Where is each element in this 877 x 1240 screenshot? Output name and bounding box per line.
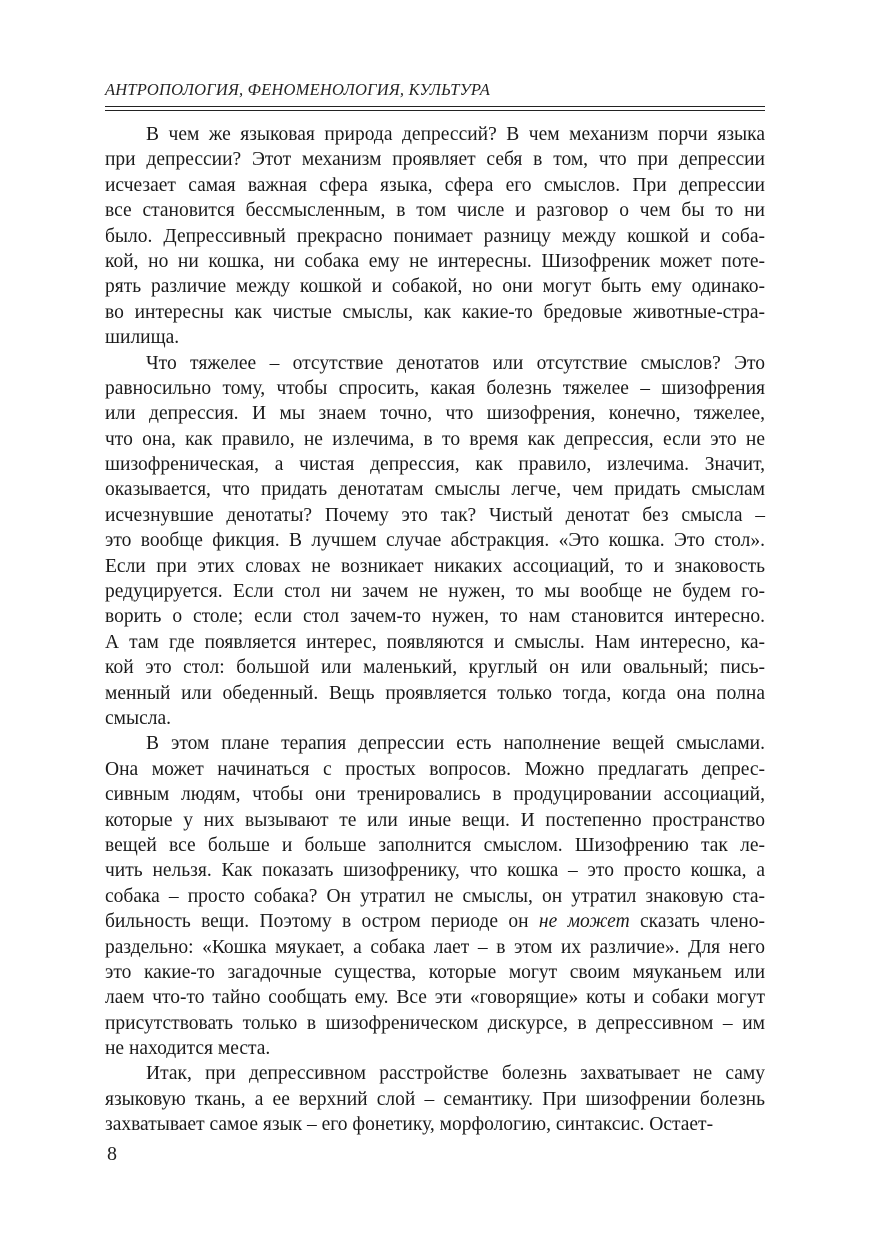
- text-line: захватывает самое язык – его фонетику, морфологию, синтаксис. Остает-: [105, 1114, 714, 1136]
- text-line: присутствовать только в шизофреническом дискурсе, в депрессивном – им: [105, 1012, 765, 1034]
- text-line: это вообще фикция. В лучшем случае абстракция. «Это кошка. Это стол».: [105, 530, 765, 552]
- paragraph: [105, 351, 765, 732]
- paragraph: [105, 731, 765, 1061]
- text-line: Что тяжелее – отсутствие денотатов или отсутствие смыслов? Это: [146, 352, 765, 374]
- text-line: ворить о столе; если стол зачем-то нужен, то нам становится интересно.: [105, 606, 765, 628]
- text-line: сивным людям, чтобы они тренировались в продуцировании ассоциаций,: [105, 784, 765, 806]
- text-line: редуцируется. Если стол ни зачем не нужен, то мы вообще не будем го-: [105, 581, 765, 603]
- text-line: В этом плане терапия депрессии есть наполнение вещей смыслами.: [146, 733, 765, 755]
- running-head: АНТРОПОЛОГИЯ, ФЕНОМЕНОЛОГИЯ, КУЛЬТУРА: [105, 80, 490, 99]
- text-run: бильность вещи. Поэтому в остром периоде он: [105, 911, 539, 933]
- emphasis-text: не может: [538, 911, 630, 933]
- text-line: смысла.: [105, 707, 172, 729]
- text-line: оказывается, что придать денотатам смыслы легче, чем придать смыслам: [105, 479, 765, 501]
- page-number: 8: [107, 1143, 117, 1165]
- text-line: исчезнувшие денотаты? Почему это так? Чистый денотат без смысла –: [105, 504, 765, 526]
- text-line: все становится бессмысленным, в том числе и разговор о чем бы то ни: [105, 200, 765, 222]
- text-line: не находится места.: [105, 1038, 271, 1060]
- text-line: или депрессия. И мы знаем точно, что шизофрения, конечно, тяжелее,: [105, 403, 765, 425]
- text-line: чить нельзя. Как показать шизофренику, что кошка – это просто кошка, а: [105, 860, 765, 882]
- text-line: А там где появляется интерес, появляются и смыслы. Нам интересно, ка-: [105, 631, 765, 653]
- text-line: В чем же языковая природа депрессий? В чем механизм порчи языка: [146, 124, 765, 145]
- text-line: кой, но ни кошка, ни собака ему не интересны. Шизофреник может поте-: [105, 250, 765, 272]
- text-line: было. Депрессивный прекрасно понимает разницу между кошкой и соба-: [105, 225, 765, 247]
- text-line: Она может начинаться с простых вопросов. Можно предлагать депрес-: [105, 758, 765, 780]
- text-line: вещей все больше и больше заполнится смыслом. Шизофрению так ле-: [105, 834, 765, 856]
- text-line: которые у них вызывают те или иные вещи. И постепенно пространство: [105, 809, 765, 831]
- text-line: Если при этих словах не возникает никаких ассоциаций, то и знаковость: [105, 555, 765, 577]
- text-line: исчезает самая важная сфера языка, сфера его смыслов. При депрессии: [105, 174, 765, 196]
- text-line: [105, 909, 765, 934]
- text-line: шизофреническая, а чистая депрессия, как правило, излечима. Значит,: [105, 454, 765, 476]
- text-run: сказать члено-: [629, 911, 765, 933]
- text-line: равносильно тому, чтобы спросить, какая болезнь тяжелее – шизофрения: [105, 377, 765, 399]
- text-line: языковую ткань, а ее верхний слой – семантику. При шизофрении болезнь: [105, 1088, 765, 1110]
- text-line: шилища.: [105, 327, 180, 349]
- text-line: собака – просто собака? Он утратил не смыслы, он утратил знаковую ста-: [105, 885, 765, 907]
- text-line: Итак, при депрессивном расстройстве болезнь захватывает не саму: [146, 1063, 765, 1085]
- text-line: лаем что-то тайно сообщать ему. Все эти «говорящие» коты и собаки могут: [105, 987, 765, 1009]
- text-line: это какие-то загадочные существа, которые могут своим мяуканьем или: [105, 961, 765, 983]
- body-text: [105, 122, 765, 1138]
- text-line: рять различие между кошкой и собакой, но они могут быть ему одинако-: [105, 276, 765, 298]
- text-line: кой это стол: большой или маленький, круглый он или овальный; пись-: [105, 657, 765, 679]
- text-line: что она, как правило, не излечима, в то время как депрессия, если это не: [105, 428, 765, 450]
- text-line: менный или обеденный. Вещь проявляется только тогда, когда она полна: [105, 682, 765, 704]
- paragraph: [105, 122, 765, 351]
- text-line: раздельно: «Кошка мяукает, а собака лает – в этом их различие». Для него: [105, 936, 765, 958]
- text-line: во интересны как чистые смыслы, как какие-то бредовые животные-стра-: [105, 301, 765, 323]
- header-rule-bottom: [105, 110, 765, 111]
- paragraph: [105, 1061, 765, 1137]
- text-line: при депрессии? Этот механизм проявляет себя в том, что при депрессии: [105, 149, 765, 171]
- header-rule-top: [105, 106, 765, 107]
